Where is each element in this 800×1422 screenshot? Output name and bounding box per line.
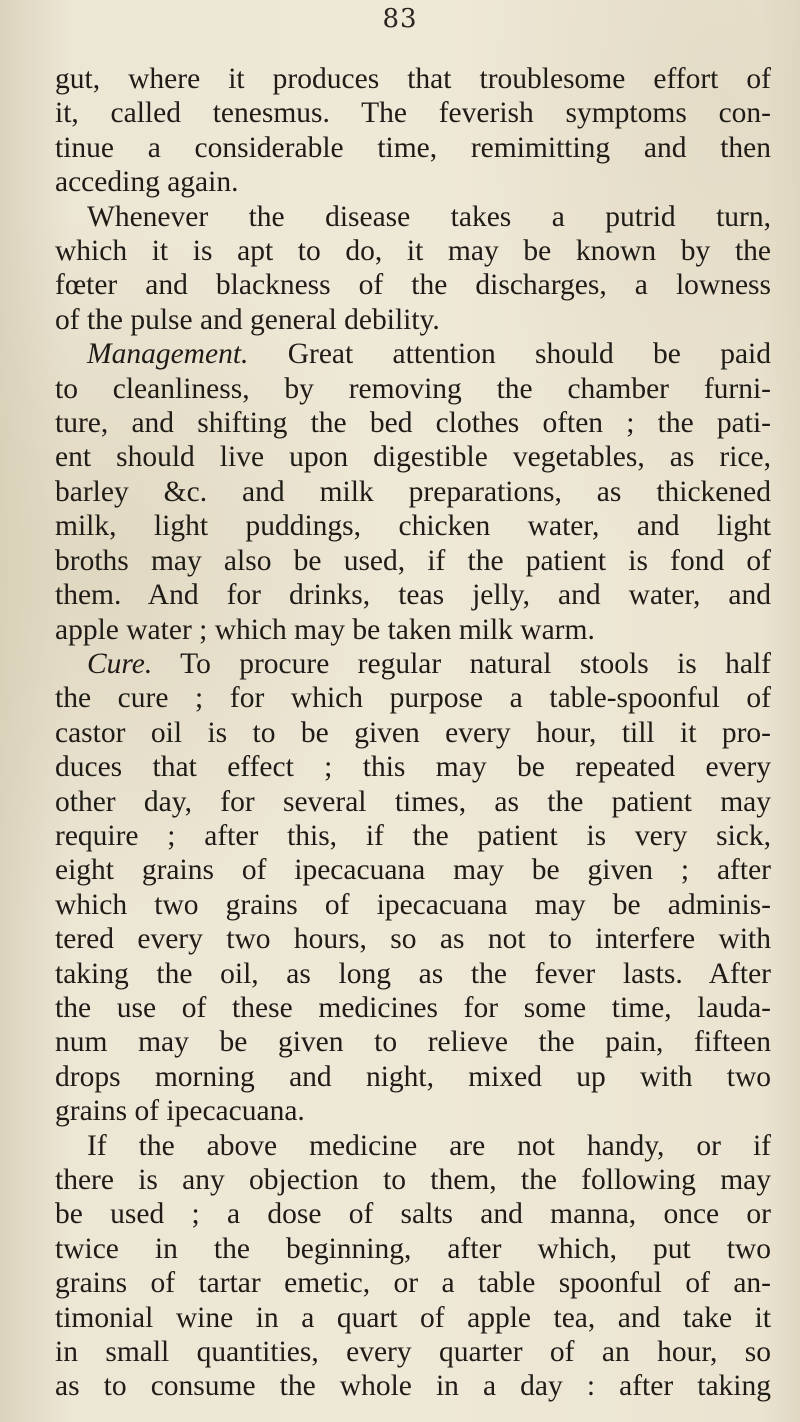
text-line — [55, 337, 771, 371]
text-line: the cure ; for which purpose a table-spoonful of — [55, 682, 771, 715]
text-line: tered every two hours, so as not to interfere with — [55, 923, 771, 956]
text-line: other day, for several times, as the patient may — [55, 785, 771, 818]
text-line: drops morning and night, mixed up with two — [55, 1060, 771, 1093]
body-text — [55, 62, 771, 1404]
section-heading-management: Management. — [87, 338, 249, 371]
text-line: num may be given to relieve the pain, fifteen — [55, 1026, 771, 1059]
text-line: apple water ; which may be taken milk warm. — [55, 613, 595, 646]
text-line: which it is apt to do, it may be known by the — [55, 235, 771, 268]
text-line: If the above medicine are not handy, or if — [87, 1129, 771, 1162]
text-line: there is any objection to them, the following may — [55, 1164, 771, 1196]
text-line: grains of ipecacuana. — [55, 1095, 305, 1128]
text-line: Whenever the disease takes a putrid turn, — [87, 200, 771, 233]
text-line: in small quantities, every quarter of an hour, so — [55, 1336, 771, 1369]
text-line: to cleanliness, by removing the chamber furni- — [55, 372, 771, 405]
text-line — [55, 647, 771, 681]
text-line: ent should live upon digestible vegetables, as rice, — [55, 441, 771, 474]
text-line: ture, and shifting the bed clothes often ; the pati- — [55, 407, 771, 440]
text-line: as to consume the whole in a day : after taking — [55, 1370, 771, 1403]
text-line: be used ; a dose of salts and manna, once or — [55, 1198, 771, 1231]
heading-line-rest: To procure regular natural stools is half — [152, 647, 771, 680]
text-line: fœter and blackness of the discharges, a lowness — [55, 269, 771, 302]
text-line: barley &c. and milk preparations, as thickened — [55, 475, 771, 508]
text-line: require ; after this, if the patient is very sick, — [55, 819, 771, 852]
text-line: acceding again. — [55, 166, 239, 199]
text-line: it, called tenesmus. The feverish symptoms con- — [55, 97, 771, 130]
paragraph-cure — [55, 647, 771, 1129]
page-number: 83 — [382, 4, 418, 34]
text-line: of the pulse and general debility. — [55, 303, 440, 336]
text-line: which two grains of ipecacuana may be adminis- — [55, 888, 771, 921]
text-line: tinue a considerable time, remimitting and then — [55, 131, 771, 164]
text-line: duces that effect ; this may be repeated every — [55, 751, 771, 784]
text-line: broths may also be used, if the patient is fond of — [55, 544, 771, 577]
text-line: taking the oil, as long as the fever lasts. After — [55, 957, 771, 990]
text-line: milk, light puddings, chicken water, and light — [55, 510, 771, 543]
text-line: them. And for drinks, teas jelly, and water, and — [55, 579, 771, 612]
text-line: gut, where it produces that troublesome effort of — [55, 63, 771, 95]
heading-line-rest: Great attention should be paid — [248, 338, 771, 371]
paragraph-management — [55, 337, 771, 647]
text-line: timonial wine in a quart of apple tea, and take it — [55, 1301, 771, 1334]
paragraph-2 — [55, 200, 771, 338]
text-line: twice in the beginning, after which, put two — [55, 1232, 771, 1265]
paragraph-1 — [55, 62, 771, 200]
text-line: grains of tartar emetic, or a table spoonful of an- — [55, 1267, 771, 1300]
text-line: castor oil is to be given every hour, till it pro- — [55, 716, 771, 749]
text-line: the use of these medicines for some time, lauda- — [55, 991, 771, 1024]
text-line: eight grains of ipecacuana may be given ; after — [55, 854, 771, 887]
paragraph-5 — [55, 1129, 771, 1404]
section-heading-cure: Cure. — [87, 647, 153, 680]
